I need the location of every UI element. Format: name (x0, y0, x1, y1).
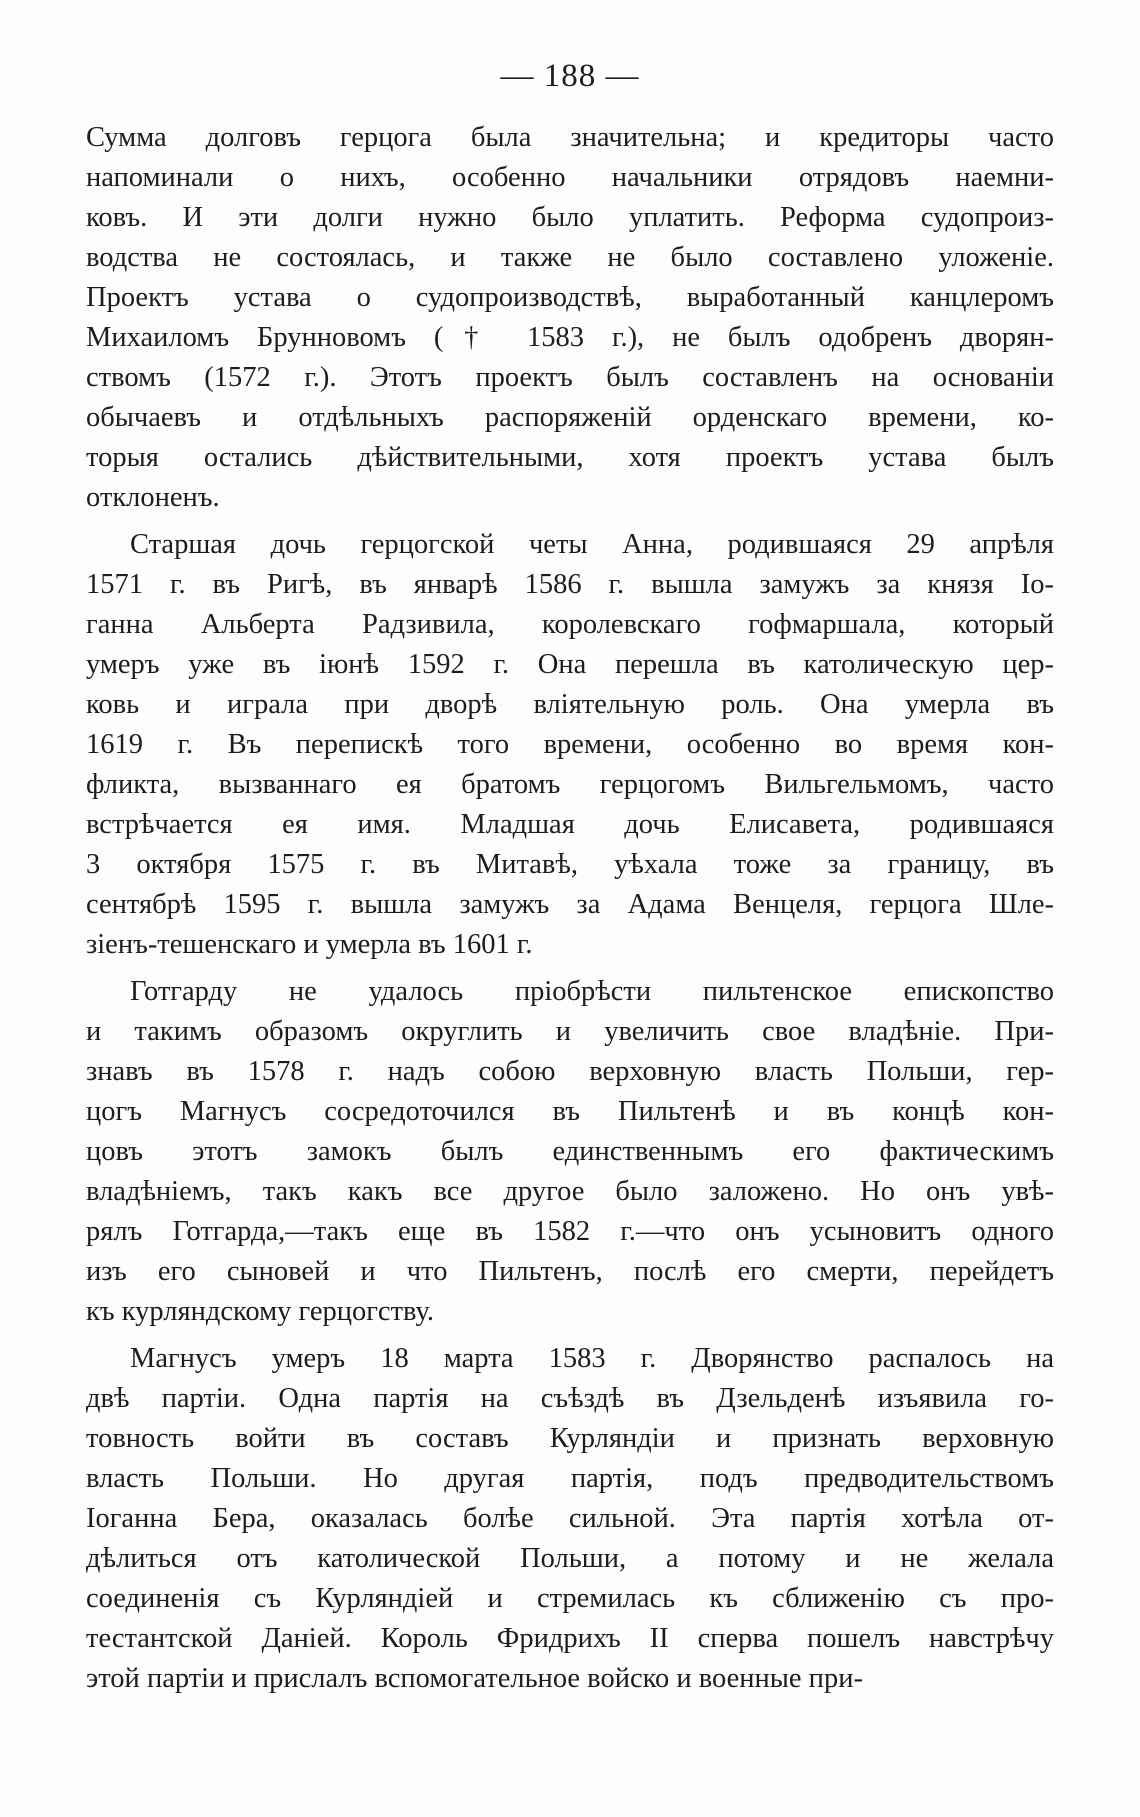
text-line: ствомъ (1572 г.). Этотъ проектъ былъ составленъ на основанiи (86, 362, 1054, 393)
text-line: рялъ Готгарда,—такъ еще въ 1582 г.—что онъ усыновитъ одного (86, 1216, 1054, 1247)
text-line: дѣлиться отъ католической Польши, а потому и не желала (86, 1543, 1054, 1574)
text-line: товность войти въ составъ Курляндiи и признать верховную (86, 1423, 1054, 1454)
text-line: 1571 г. въ Ригѣ, въ январѣ 1586 г. вышла замужъ за князя Iо- (86, 569, 1054, 600)
text-line: знавъ въ 1578 г. надъ собою верховную власть Польши, гер- (86, 1056, 1054, 1087)
text-line: Сумма долговъ герцога была значительна; и кредиторы часто (86, 122, 1054, 153)
paragraph (86, 525, 1054, 965)
text-line: изъ его сыновей и что Пильтенъ, послѣ его смерти, перейдетъ (86, 1256, 1054, 1287)
text-line: фликта, вызваннаго ея братомъ герцогомъ Вильгельмомъ, часто (86, 769, 1054, 800)
text-line: къ курляндскому герцогству. (86, 1296, 435, 1327)
text-line: умеръ уже въ iюнѣ 1592 г. Она перешла въ католическую цер- (86, 649, 1054, 680)
text-line: Iоганна Бера, оказалась болѣе сильной. Эта партiя хотѣла от- (86, 1503, 1054, 1534)
text-line: власть Польши. Но другая партiя, подъ предводительствомъ (86, 1463, 1054, 1494)
text-line: встрѣчается ея имя. Младшая дочь Елисавета, родившаяся (86, 809, 1054, 840)
body-text (86, 118, 1054, 1699)
text-line: 3 октября 1575 г. въ Митавѣ, уѣхала тоже за границу, въ (86, 849, 1054, 880)
text-line: ковъ. И эти долги нужно было уплатить. Реформа судопроиз- (86, 202, 1054, 233)
text-line: тестантской Данiей. Король Фридрихъ II сперва пошелъ навстрѣчу (86, 1623, 1054, 1654)
text-line: владѣнiемъ, такъ какъ все другое было заложено. Но онъ увѣ- (86, 1176, 1054, 1207)
text-line: этой партiи и прислалъ вспомогательное войско и военные при- (86, 1663, 863, 1694)
text-line: и такимъ образомъ округлить и увеличить свое владѣнiе. При- (86, 1016, 1054, 1047)
text-line: ганна Альберта Радзивила, королевскаго гофмаршала, который (86, 609, 1054, 640)
text-line: сентябрѣ 1595 г. вышла замужъ за Адама Венцеля, герцога Шле- (86, 889, 1054, 920)
text-line: Готгарду не удалось прiобрѣсти пильтенское епископство (130, 976, 1054, 1007)
page-number: — 188 — (500, 58, 640, 94)
text-line: Магнусъ умеръ 18 марта 1583 г. Дворянство распалось на (130, 1343, 1054, 1374)
paragraph (86, 1339, 1054, 1699)
text-line: Михаиломъ Брунновомъ († 1583 г.), не былъ одобренъ дворян- (86, 322, 1054, 353)
text-line: цогъ Магнусъ сосредоточился въ Пильтенѣ и въ концѣ кон- (86, 1096, 1054, 1127)
text-line: отклоненъ. (86, 482, 220, 513)
text-line: напоминали о нихъ, особенно начальники отрядовъ наемни- (86, 162, 1054, 193)
text-line: соединенiя съ Курляндiей и стремилась къ сближенiю съ про- (86, 1583, 1054, 1614)
text-line: 1619 г. Въ перепискѣ того времени, особенно во время кон- (86, 729, 1054, 760)
text-line: двѣ партiи. Одна партiя на съѣздѣ въ Дзельденѣ изъявила го- (86, 1383, 1054, 1414)
text-line: цовъ этотъ замокъ былъ единственнымъ его фактическимъ (86, 1136, 1054, 1167)
text-line: зiенъ-тешенскаго и умерла въ 1601 г. (86, 929, 533, 960)
text-line: обычаевъ и отдѣльныхъ распоряженiй орденскаго времени, ко- (86, 402, 1054, 433)
paragraph (86, 118, 1054, 518)
paragraph (86, 972, 1054, 1332)
text-line: Старшая дочь герцогской четы Анна, родившаяся 29 апрѣля (130, 529, 1054, 560)
text-line: Проектъ устава о судопроизводствѣ, выработанный канцлеромъ (86, 282, 1054, 313)
text-line: торыя остались дѣйствительными, хотя проектъ устава былъ (86, 442, 1054, 473)
text-line: ковь и играла при дворѣ влiятельную роль. Она умерла въ (86, 689, 1054, 720)
text-line: водства не состоялась, и также не было составлено уложенiе. (86, 242, 1054, 273)
